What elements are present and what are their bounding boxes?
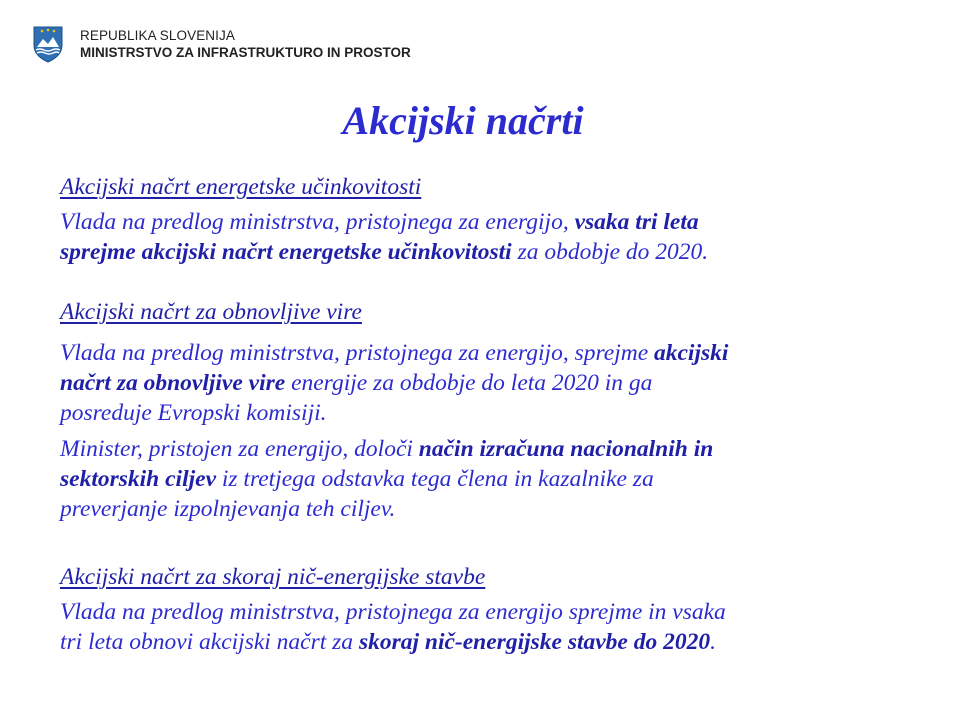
ministry-name bbox=[80, 27, 411, 61]
paragraph-line: posreduje Evropski komisiji. bbox=[60, 400, 327, 426]
org-line-ministry: MINISTRSTVO ZA INFRASTRUKTURO IN PROSTOR bbox=[80, 45, 411, 60]
section-paragraph bbox=[60, 434, 910, 524]
section-heading: Akcijski načrt za obnovljive vire bbox=[60, 299, 362, 325]
section-heading: Akcijski načrt energetske učinkovitosti bbox=[60, 174, 422, 200]
page-title: Akcijski načrti bbox=[342, 98, 584, 143]
section-paragraph bbox=[60, 338, 910, 428]
section-energy-efficiency bbox=[60, 173, 910, 267]
paragraph-line: sektorskih ciljev iz tretjega odstavka tega člena in kazalnike za bbox=[60, 466, 654, 492]
section-heading: Akcijski načrt za skoraj nič-energijske stavbe bbox=[60, 564, 486, 590]
section-renewables bbox=[60, 298, 910, 524]
paragraph-line: Vlada na predlog ministrstva, pristojnega za energijo, sprejme akcijski bbox=[60, 340, 729, 366]
paragraph-line: načrt za obnovljive vire energije za obdobje do leta 2020 in ga bbox=[60, 370, 653, 396]
section-paragraph bbox=[60, 207, 910, 267]
org-line-republic: REPUBLIKA SLOVENIJA bbox=[80, 28, 235, 43]
slovenia-coat-of-arms-icon bbox=[32, 25, 64, 63]
paragraph-line: Vlada na predlog ministrstva, pristojnega za energijo, vsaka tri leta bbox=[60, 209, 699, 235]
paragraph-line: Vlada na predlog ministrstva, pristojnega za energijo sprejme in vsaka bbox=[60, 599, 726, 625]
ministry-header bbox=[32, 22, 411, 66]
paragraph-line: Minister, pristojen za energijo, določi način izračuna nacionalnih in bbox=[60, 436, 714, 462]
paragraph-line: preverjanje izpolnjevanja teh ciljev. bbox=[60, 496, 396, 522]
paragraph-line: sprejme akcijski načrt energetske učinkovitosti za obdobje do 2020. bbox=[60, 239, 709, 265]
section-paragraph bbox=[60, 597, 910, 657]
section-nzeb bbox=[60, 563, 910, 657]
paragraph-line: tri leta obnovi akcijski načrt za skoraj nič-energijske stavbe do 2020. bbox=[60, 629, 716, 655]
